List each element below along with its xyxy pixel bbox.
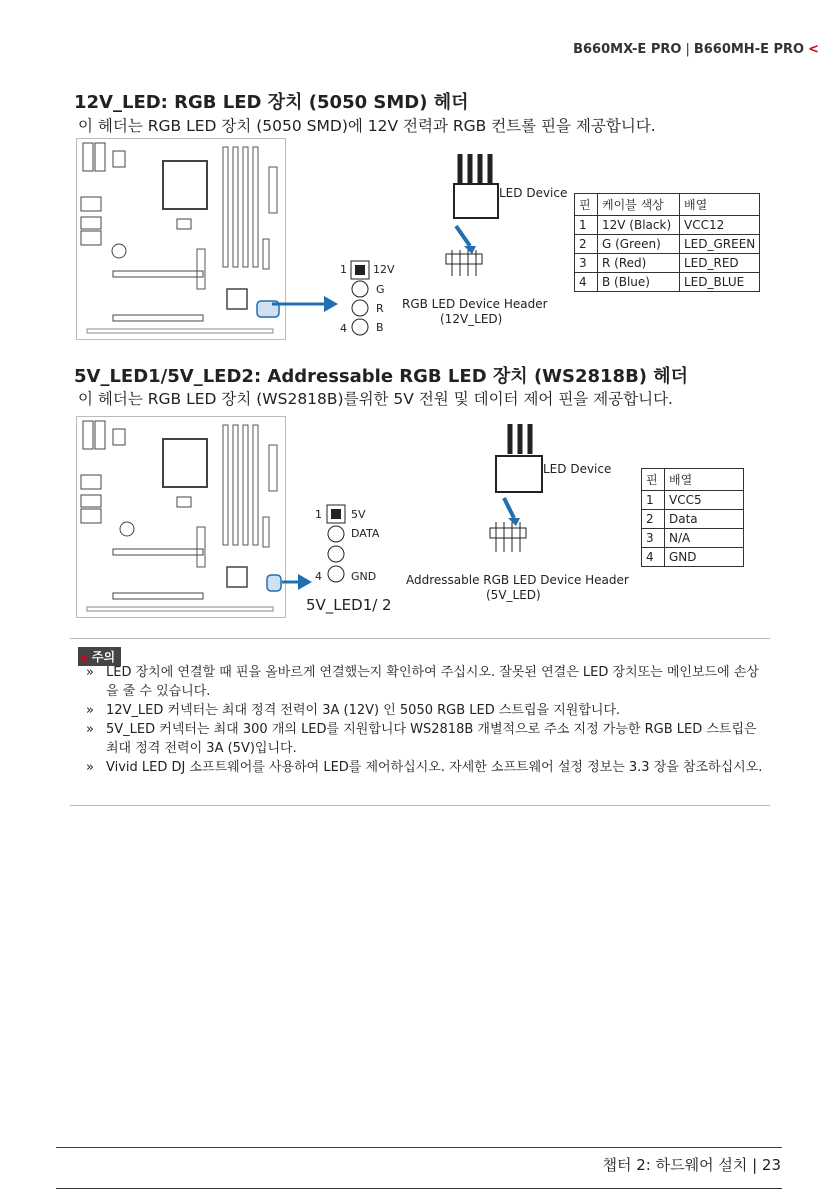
footer-divider — [56, 1147, 782, 1148]
table-cell: 3 — [575, 254, 598, 273]
pin-signal-5v: 5V — [351, 508, 366, 521]
pin-signal-gnd: GND — [351, 570, 377, 583]
list-item — [86, 663, 766, 701]
table-cell: 2 — [575, 235, 598, 254]
list-item-text: 5V_LED 커넥터는 최대 300 개의 LED를 지원합니다 WS2818B 개별적으로 주소 지정 가능한 RGB LED 스트립은 최대 정격 전력이 3A (5V)입니다. — [106, 722, 757, 756]
section1-title: 12V_LED: RGB LED 장치 (5050 SMD) 헤더 — [74, 92, 469, 113]
led-device-label-2: LED Device — [543, 462, 612, 476]
table-cell: 1 — [575, 216, 598, 235]
model-name-2: B660MH-E PRO — [693, 42, 805, 57]
pin-signal-g: G — [376, 283, 385, 296]
header-label-2a: Addressable RGB LED Device Header — [406, 573, 629, 587]
arrow-to-header-2 — [282, 570, 312, 594]
list-item-text: LED 장치에 연결할 때 핀을 올바르게 연결했는지 확인하여 주십시오. 잘못된 연결은 LED 장치또는 메인보드에 손상을 줄 수 있습니다. — [106, 665, 759, 699]
table-cell: Data — [665, 510, 744, 529]
list-item — [86, 758, 766, 777]
list-item — [86, 720, 766, 758]
section2-title: 5V_LED1/5V_LED2: Addressable RGB LED 장치 (WS2818B) 헤더 — [74, 366, 689, 387]
list-item-text: Vivid LED DJ 소프트웨어를 사용하여 LED를 제어하십시오. 자세한 소프트웨어 설정 정보는 3.3 장을 참조하십시오. — [106, 760, 763, 775]
table-header-cell: 배열 — [680, 194, 760, 216]
table-cell: VCC12 — [680, 216, 760, 235]
table-cell: 2 — [642, 510, 665, 529]
pin-signal-12v: 12V — [373, 263, 395, 276]
pin-signal-r: R — [376, 302, 384, 315]
header-label-1b: (12V_LED) — [440, 312, 503, 326]
header-label-1a: RGB LED Device Header — [402, 297, 548, 311]
led-device-label-1: LED Device — [499, 186, 568, 200]
table-cell: N/A — [665, 529, 744, 548]
bullet-icon: » — [86, 665, 94, 680]
table-header-cell: 배열 — [665, 469, 744, 491]
bullet-icon: » — [86, 722, 94, 737]
model-name-1: B660MX-E PRO — [573, 42, 682, 57]
pin-signal-b: B — [376, 321, 384, 334]
arrow-to-header-1 — [272, 292, 338, 316]
section1-description: 이 헤더는 RGB LED 장치 (5050 SMD)에 12V 전력과 RGB 컨트롤 핀을 제공합니다. — [78, 117, 656, 135]
header-label-2b: (5V_LED) — [486, 588, 541, 602]
table-cell: 3 — [642, 529, 665, 548]
table-row — [575, 273, 760, 292]
table-cell: GND — [665, 548, 744, 567]
bullet-icon: » — [86, 760, 94, 775]
table-cell: VCC5 — [665, 491, 744, 510]
table-cell: 1 — [642, 491, 665, 510]
table-cell: R (Red) — [598, 254, 680, 273]
motherboard-diagram-1 — [76, 138, 286, 340]
table-cell: LED_GREEN — [680, 235, 760, 254]
pin-number-4: 4 — [340, 322, 347, 335]
table-row — [575, 216, 760, 235]
caution-triangle-icon: ▶ — [82, 654, 89, 664]
table-cell: LED_RED — [680, 254, 760, 273]
table-row — [642, 548, 744, 567]
table-header-row — [575, 194, 760, 216]
pin-table-12v — [574, 193, 760, 292]
caution-note — [70, 638, 770, 806]
pin-signal-data: DATA — [351, 527, 380, 540]
pin-number-1: 1 — [340, 263, 347, 276]
caution-tag-label: 주의 — [91, 650, 116, 664]
section2-description: 이 헤더는 RGB LED 장치 (WS2818B)를위한 5V 전원 및 데이터 제어 핀을 제공합니다. — [78, 390, 673, 408]
motherboard-diagram-2 — [76, 416, 286, 618]
table-row — [642, 510, 744, 529]
table-row — [575, 235, 760, 254]
caution-list — [86, 663, 766, 777]
page-header — [573, 42, 819, 57]
pin-table-5v — [641, 468, 744, 567]
pin-header-5v — [326, 504, 346, 584]
pin-number-4: 4 — [315, 570, 322, 583]
table-header-cell: 핀 — [642, 469, 665, 491]
bullet-icon: » — [86, 703, 94, 718]
table-header-cell: 핀 — [575, 194, 598, 216]
page-footer: 챕터 2: 하드웨어 설치 | 23 — [602, 1156, 781, 1174]
table-header-cell: 케이블 색상 — [598, 194, 680, 216]
header-arrow-icon: < — [808, 42, 819, 57]
list-item — [86, 701, 766, 720]
table-cell: 4 — [575, 273, 598, 292]
pin-header-12v — [350, 260, 370, 336]
led-device-connector-1 — [420, 154, 510, 284]
bottom-divider — [56, 1188, 782, 1189]
connector-name: 5V_LED1/ 2 — [306, 596, 392, 614]
table-row — [575, 254, 760, 273]
header-separator: | — [685, 42, 690, 57]
table-row — [642, 491, 744, 510]
table-header-row — [642, 469, 744, 491]
table-cell: 4 — [642, 548, 665, 567]
led-device-connector-2 — [470, 424, 560, 564]
list-item-text: 12V_LED 커넥터는 최대 정격 전력이 3A (12V) 인 5050 RGB LED 스트립을 지원합니다. — [106, 703, 621, 718]
table-row — [642, 529, 744, 548]
pin-number-1: 1 — [315, 508, 322, 521]
table-cell: B (Blue) — [598, 273, 680, 292]
table-cell: G (Green) — [598, 235, 680, 254]
table-cell: LED_BLUE — [680, 273, 760, 292]
table-cell: 12V (Black) — [598, 216, 680, 235]
